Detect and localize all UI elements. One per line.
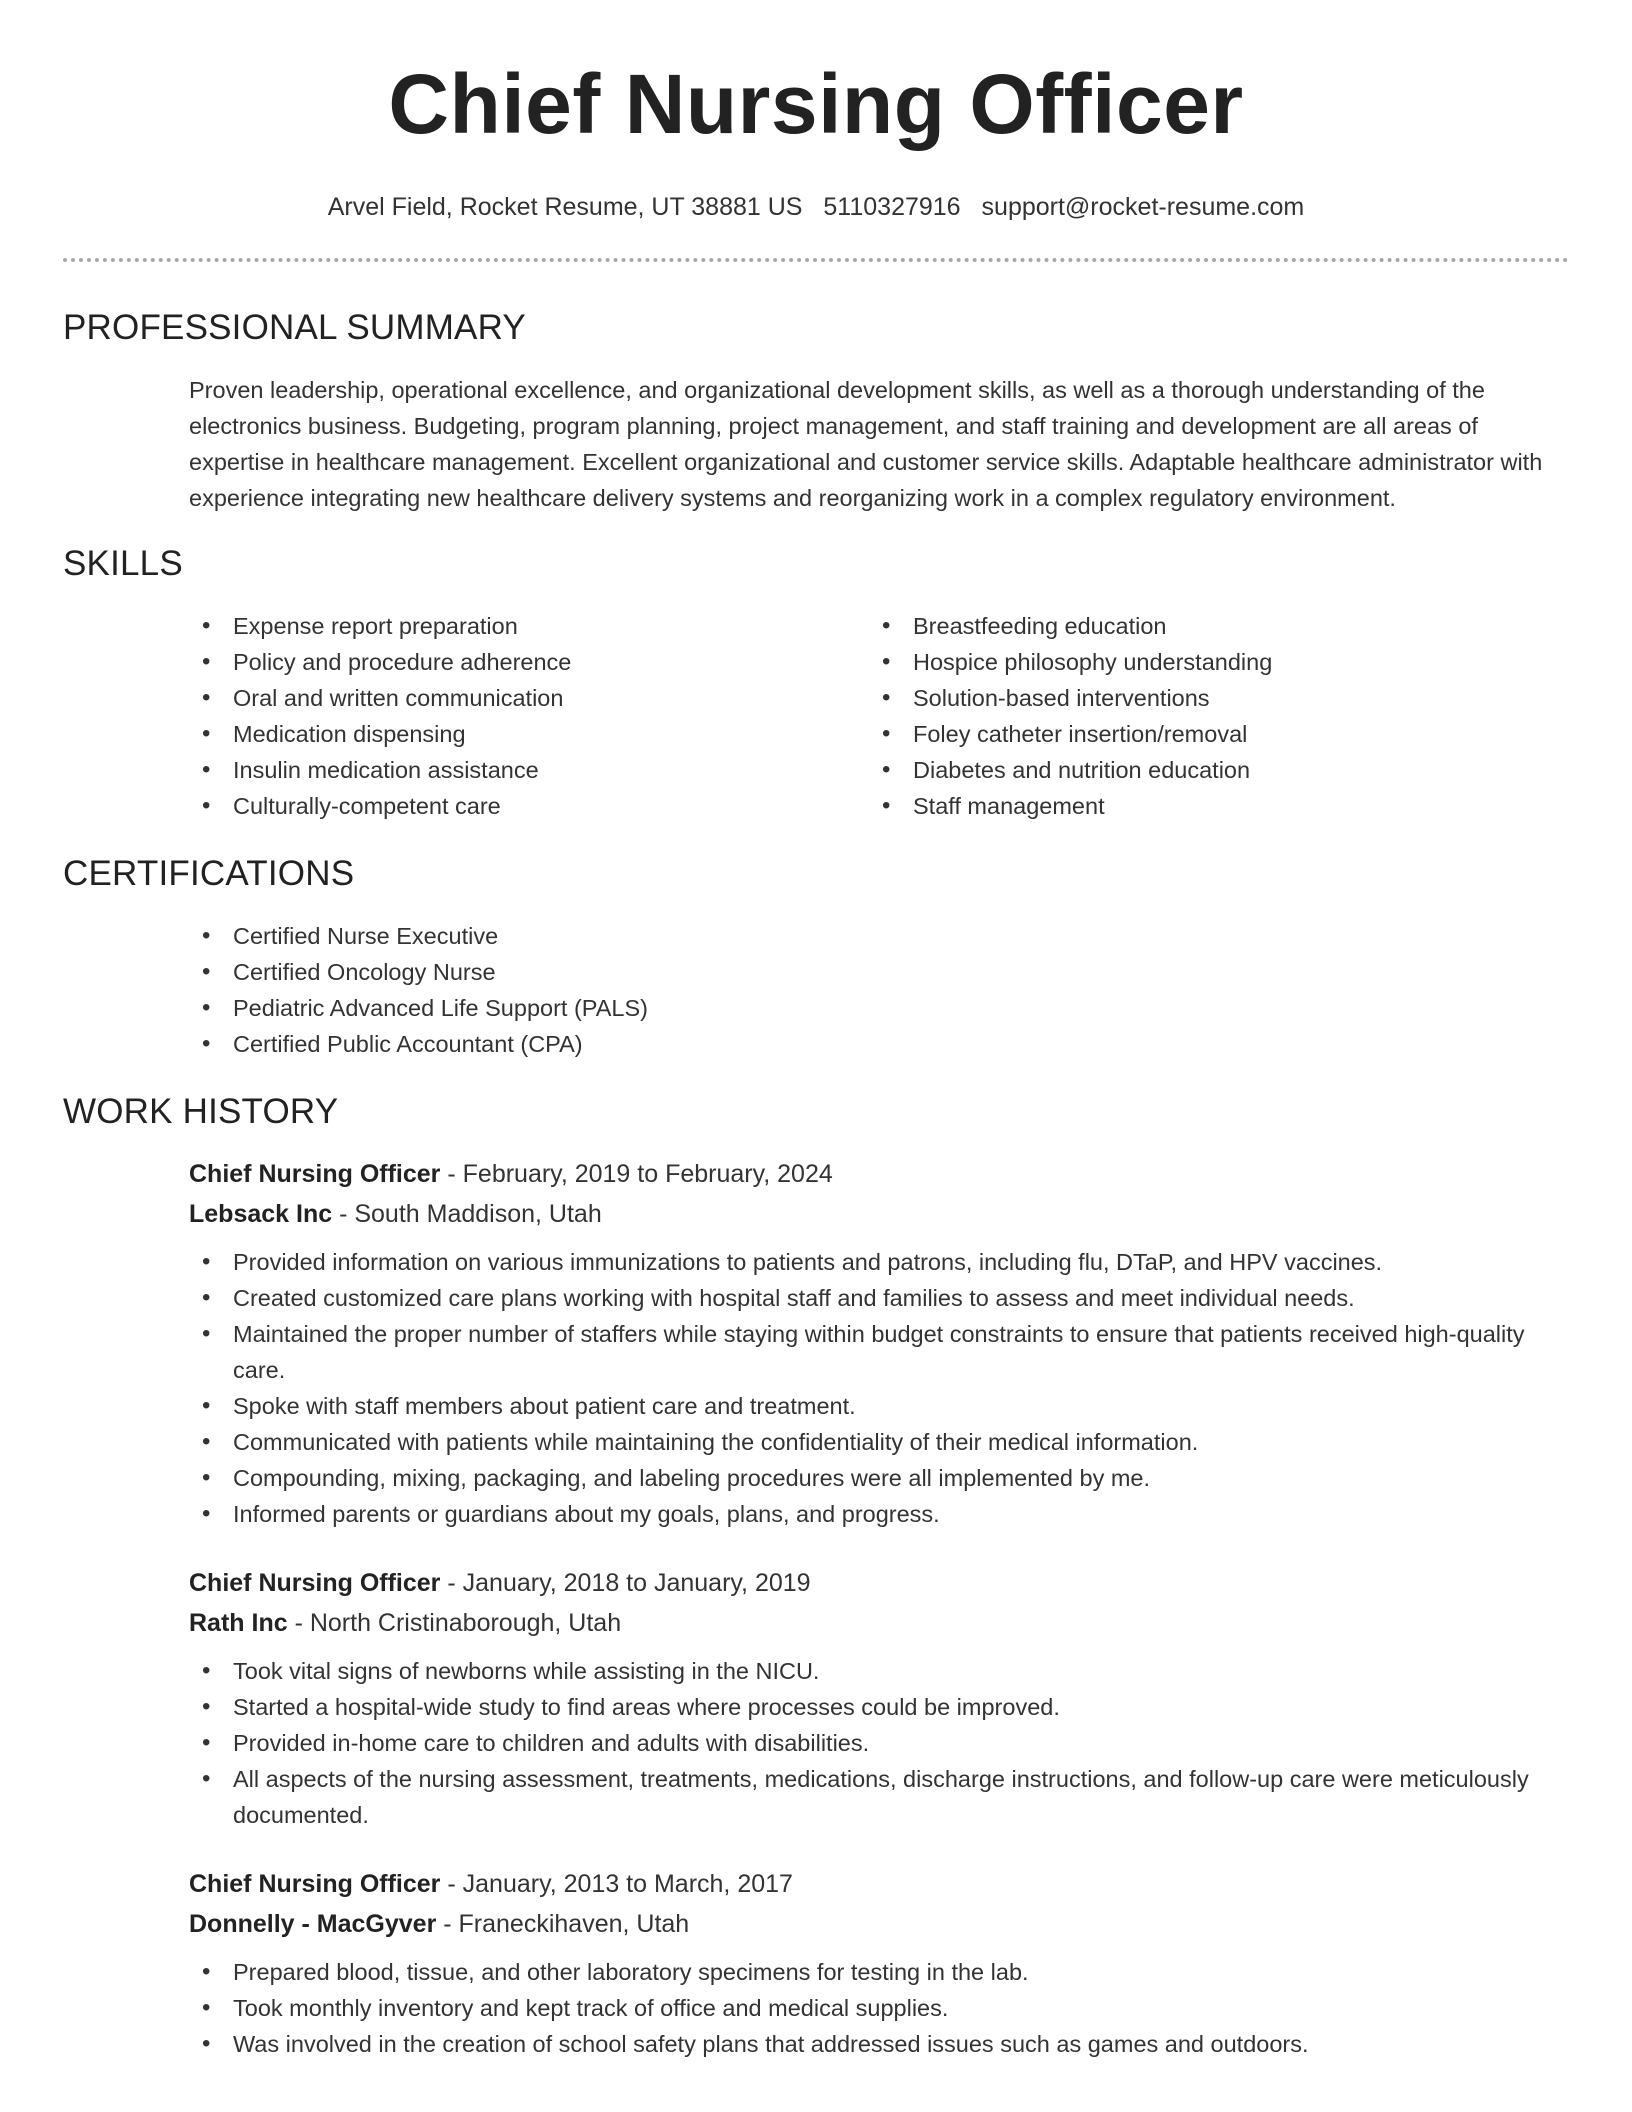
skill-item: • Staff management (869, 788, 1549, 824)
job-dates: - February, 2019 to February, 2024 (440, 1160, 833, 1188)
job-duty: • Was involved in the creation of school safety plans that addressed issues such as games and outdoors. (189, 2026, 1569, 2062)
contact-email: support@rocket-resume.com (981, 193, 1305, 221)
job-duty: • Spoke with staff members about patient care and treatment. (189, 1388, 1569, 1424)
skills-grid (189, 608, 1569, 824)
job-duty: • Prepared blood, tissue, and other laboratory specimens for testing in the lab. (189, 1954, 1569, 1990)
job-company: Rath Inc (189, 1609, 288, 1637)
job-duty: • All aspects of the nursing assessment, treatments, medications, discharge instructions, and follow-up care were meticulously documented. (189, 1761, 1569, 1833)
job-duty: • Created customized care plans working with hospital staff and families to assess and meet individual needs. (189, 1280, 1569, 1316)
job-duty: • Communicated with patients while maintaining the confidentiality of their medical information. (189, 1424, 1569, 1460)
certifications-section (63, 918, 1569, 1062)
header-divider (63, 258, 1569, 262)
skill-item: • Hospice philosophy understanding (869, 644, 1549, 680)
job-duty: • Took monthly inventory and kept track of office and medical supplies. (189, 1990, 1569, 2026)
certification-item: • Certified Oncology Nurse (189, 954, 1569, 990)
summary-heading: PROFESSIONAL SUMMARY (63, 308, 526, 347)
job-duties-list (189, 1244, 1569, 1532)
job-title-line (189, 1864, 1569, 1904)
contact-phone: 5110327916 (823, 193, 961, 221)
summary-text: Proven leadership, operational excellence, and organizational development skills, as well as a thorough understanding of the electronics business. Budgeting, program planning, project management, and staff training and development are all areas of expertise in healthcare management. Excellent organizational and customer service skills. Adaptable healthcare administrator with experience integrating new healthcare delivery systems and reorganizing work in a complex regulatory environment. (189, 377, 1543, 511)
job-duty: • Maintained the proper number of staffers while staying within budget constraints to ensure that patients received high-quality care. (189, 1316, 1569, 1388)
job-location: - Franeckihaven, Utah (436, 1910, 690, 1938)
skills-left-column (189, 608, 869, 824)
job-company-line (189, 1194, 1569, 1234)
job-entry (189, 1864, 1569, 2062)
skill-item: • Foley catheter insertion/removal (869, 716, 1549, 752)
job-title: Chief Nursing Officer (189, 1160, 441, 1188)
skills-right-column (869, 608, 1549, 824)
skill-item: • Solution-based interventions (869, 680, 1549, 716)
job-duties-list (189, 1954, 1569, 2062)
skill-item: • Diabetes and nutrition education (869, 752, 1549, 788)
job-title-line (189, 1563, 1569, 1603)
job-location: - North Cristinaborough, Utah (287, 1609, 622, 1637)
job-duty: • Provided in-home care to children and adults with disabilities. (189, 1725, 1569, 1761)
skills-section (63, 608, 1569, 824)
job-company-line (189, 1904, 1569, 1944)
job-dates: - January, 2018 to January, 2019 (440, 1569, 811, 1597)
skill-item: • Breastfeeding education (869, 608, 1549, 644)
resume-title: Chief Nursing Officer (388, 57, 1244, 151)
job-company: Donnelly - MacGyver (189, 1910, 437, 1938)
skill-item: • Expense report preparation (189, 608, 869, 644)
certification-item: • Certified Public Accountant (CPA) (189, 1026, 1569, 1062)
job-duty: • Started a hospital-wide study to find areas where processes could be improved. (189, 1689, 1569, 1725)
certifications-list (189, 918, 1569, 1062)
contact-address: Arvel Field, Rocket Resume, UT 38881 US (327, 193, 803, 221)
skill-item: • Medication dispensing (189, 716, 869, 752)
contact-line (63, 190, 1569, 224)
skill-item: • Culturally-competent care (189, 788, 869, 824)
certification-item: • Certified Nurse Executive (189, 918, 1569, 954)
job-location: - South Maddison, Utah (332, 1200, 602, 1228)
work-history-heading: WORK HISTORY (63, 1092, 339, 1131)
job-duties-list (189, 1653, 1569, 1833)
skill-item: • Oral and written communication (189, 680, 869, 716)
skill-item: • Policy and procedure adherence (189, 644, 869, 680)
job-duty: • Compounding, mixing, packaging, and labeling procedures were all implemented by me. (189, 1460, 1569, 1496)
job-title: Chief Nursing Officer (189, 1569, 441, 1597)
job-entry (189, 1563, 1569, 1833)
certification-item: • Pediatric Advanced Life Support (PALS) (189, 990, 1569, 1026)
work-history-section (63, 1154, 1569, 2062)
skills-heading: SKILLS (63, 544, 183, 583)
job-duty: • Took vital signs of newborns while assisting in the NICU. (189, 1653, 1569, 1689)
job-company: Lebsack Inc (189, 1200, 333, 1228)
job-title: Chief Nursing Officer (189, 1870, 441, 1898)
job-duty: • Informed parents or guardians about my goals, plans, and progress. (189, 1496, 1569, 1532)
job-dates: - January, 2013 to March, 2017 (440, 1870, 793, 1898)
job-duty: • Provided information on various immunizations to patients and patrons, including flu, DTaP, and HPV vaccines. (189, 1244, 1569, 1280)
summary-section (63, 372, 1569, 516)
job-title-line (189, 1154, 1569, 1194)
certifications-heading: CERTIFICATIONS (63, 854, 355, 893)
skill-item: • Insulin medication assistance (189, 752, 869, 788)
job-entry (189, 1154, 1569, 1532)
job-company-line (189, 1603, 1569, 1643)
